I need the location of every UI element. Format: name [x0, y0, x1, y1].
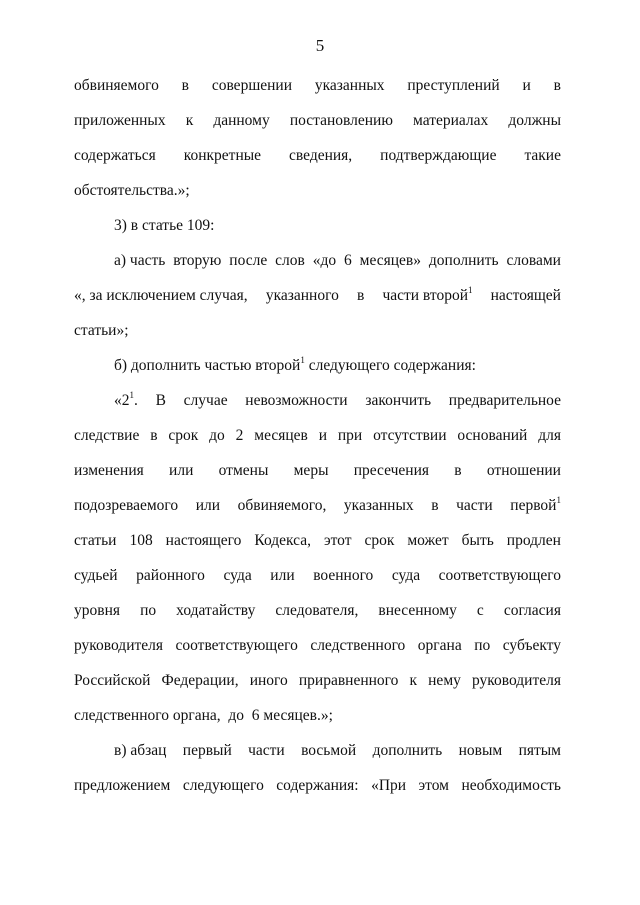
word — [290, 111, 393, 131]
word-text: части второй — [382, 287, 468, 304]
word-text: настоящего — [165, 532, 242, 549]
word-text: этот — [323, 532, 352, 549]
word — [301, 741, 356, 761]
word — [150, 426, 157, 446]
word-text: оснований — [457, 427, 528, 444]
word-text: 6 — [344, 252, 352, 269]
word — [114, 251, 165, 271]
word — [74, 566, 118, 586]
word-text: невозможности — [245, 392, 348, 409]
text-line — [74, 636, 561, 656]
word — [156, 391, 166, 411]
word-text: 2 — [235, 427, 244, 444]
word — [554, 76, 561, 96]
word-text: дополнить — [372, 742, 443, 759]
word — [184, 391, 228, 411]
word-text: а) часть — [114, 252, 166, 269]
word — [74, 601, 120, 621]
word — [418, 636, 462, 656]
word-text: части — [248, 742, 285, 759]
word — [507, 531, 561, 551]
text-line — [74, 776, 561, 796]
word — [254, 531, 311, 551]
word-text: закончить — [365, 392, 432, 409]
text-line — [74, 426, 561, 446]
text-line — [114, 251, 561, 271]
word-text: 108 — [129, 532, 153, 549]
word-text: «2 — [114, 392, 130, 409]
word — [224, 566, 252, 586]
word-text: такие — [524, 147, 561, 164]
word — [196, 496, 220, 516]
word — [508, 111, 561, 131]
word — [354, 461, 429, 481]
word — [238, 496, 327, 516]
line-text: 3) в статье 109: — [114, 217, 215, 234]
word-text: конкретные — [183, 147, 262, 164]
word-text: в — [181, 77, 189, 94]
word-text: военного — [313, 567, 374, 584]
word-text: предварительное — [448, 392, 561, 409]
word-text: соответствующего — [438, 567, 561, 584]
word-text: пресечения — [353, 462, 430, 479]
text-line — [74, 496, 561, 516]
word — [254, 426, 308, 446]
superscript: 1 — [300, 355, 305, 365]
word — [474, 636, 490, 656]
word — [294, 461, 329, 481]
word — [357, 286, 364, 306]
word — [431, 496, 438, 516]
word-text: следующего — [182, 777, 264, 794]
word — [487, 461, 561, 481]
word — [183, 776, 264, 796]
word-text: срок — [168, 427, 199, 444]
word — [173, 251, 221, 271]
word — [136, 566, 205, 586]
word-text: руководителя — [471, 672, 561, 689]
word — [519, 741, 561, 761]
word-text: субъекту — [502, 637, 561, 654]
word-text: подозреваемого — [74, 497, 179, 514]
word-text: органа — [417, 637, 462, 654]
word-text: уровня — [74, 602, 120, 619]
superscript-suffix: . — [134, 392, 138, 409]
word-text: пятым — [518, 742, 561, 759]
word — [270, 566, 294, 586]
word — [74, 496, 178, 516]
word-text: соответствующего — [175, 637, 298, 654]
word-text: Кодекса, — [254, 532, 311, 549]
text-line — [74, 181, 561, 201]
word — [392, 566, 420, 586]
word — [504, 601, 561, 621]
word — [276, 776, 358, 796]
word — [129, 531, 152, 551]
word — [461, 776, 561, 796]
word — [209, 426, 225, 446]
word-text: содержаться — [74, 147, 156, 164]
word-text: к — [409, 672, 418, 689]
text-line — [74, 146, 561, 166]
word — [338, 426, 362, 446]
word — [413, 111, 488, 131]
word-text: восьмой — [301, 742, 357, 759]
word-text: руководителя — [74, 637, 164, 654]
word — [114, 741, 166, 761]
word-text: по — [140, 602, 157, 619]
word — [472, 671, 561, 691]
word — [250, 671, 288, 691]
word — [538, 426, 561, 446]
word-text: случае — [183, 392, 228, 409]
word — [382, 286, 472, 306]
text-line — [114, 356, 561, 376]
word — [140, 601, 156, 621]
superscript: 1 — [556, 495, 561, 505]
word-text: приравненного — [298, 672, 399, 689]
word-text: слов — [275, 252, 305, 269]
word — [360, 251, 421, 271]
page-number: 5 — [315, 36, 325, 55]
word — [428, 671, 461, 691]
word — [457, 426, 527, 446]
word-text: первый — [182, 742, 232, 759]
word-text: должны — [508, 112, 561, 129]
word — [410, 671, 418, 691]
superscript: 1 — [129, 390, 134, 400]
word — [176, 636, 298, 656]
line-text: следующего содержания: — [304, 357, 476, 374]
word — [266, 286, 339, 306]
text-line — [114, 216, 561, 236]
word-text: для — [538, 427, 561, 444]
word-text: месяцев» — [359, 252, 421, 269]
text-line — [74, 76, 561, 96]
word — [289, 146, 352, 166]
word — [74, 146, 156, 166]
word — [506, 251, 560, 271]
word — [275, 601, 358, 621]
word — [313, 566, 373, 586]
word — [313, 251, 336, 271]
word-text: обвиняемого — [74, 77, 159, 94]
word-text: указанных — [343, 497, 414, 514]
word-text: постановлению — [289, 112, 393, 129]
word — [213, 111, 269, 131]
word-text: при — [337, 427, 363, 444]
word-text: быть — [461, 532, 494, 549]
word-text: в — [553, 77, 561, 94]
word-text: «, за исключением случая, — [74, 287, 248, 304]
word-text: части — [456, 497, 493, 514]
word-text: судьей — [74, 567, 118, 584]
word-text: вторую — [173, 252, 222, 269]
word-text: в — [454, 462, 462, 479]
word — [74, 426, 139, 446]
text-line — [74, 461, 561, 481]
word — [454, 461, 461, 481]
text-line — [114, 391, 561, 411]
word-text: «до — [312, 252, 337, 269]
word — [324, 531, 352, 551]
word-text: сведения, — [289, 147, 353, 164]
word — [449, 391, 561, 411]
word — [183, 741, 232, 761]
word-text: по — [474, 637, 491, 654]
word-text: «При — [371, 777, 407, 794]
word-text: подтверждающие — [380, 147, 497, 164]
line-text: б) дополнить частью второй — [114, 357, 301, 374]
word — [114, 391, 138, 411]
word — [364, 531, 394, 551]
word-text: суда — [391, 567, 421, 584]
word-text: словами — [506, 252, 561, 269]
word — [74, 531, 116, 551]
word-text: указанных — [314, 77, 385, 94]
word-text: Российской — [74, 672, 151, 689]
word-text: предложением — [74, 777, 171, 794]
line-text: следственного органа, до 6 месяцев.»; — [74, 707, 333, 724]
word-text: следователя, — [275, 602, 359, 619]
word-text: срок — [364, 532, 395, 549]
word — [419, 776, 450, 796]
word — [524, 146, 561, 166]
text-line — [74, 671, 561, 691]
superscript: 1 — [467, 285, 473, 295]
word-text: следствие — [74, 427, 140, 444]
word — [319, 426, 327, 446]
word-text: содержания: — [276, 777, 359, 794]
word-text: или — [195, 497, 221, 514]
word-text: с — [476, 602, 484, 619]
word-text: внесенному — [378, 602, 457, 619]
word — [74, 461, 144, 481]
word-text: может — [407, 532, 449, 549]
word-text: указанного — [265, 287, 339, 304]
word — [186, 111, 194, 131]
word-text: в — [356, 287, 365, 304]
word — [510, 496, 561, 516]
word-text: В — [155, 392, 166, 409]
word — [162, 671, 239, 691]
word-text: месяцев — [254, 427, 308, 444]
word — [236, 426, 244, 446]
word-text: после — [229, 252, 268, 269]
text-line — [74, 321, 561, 341]
word — [245, 391, 347, 411]
text-line — [74, 111, 561, 131]
word — [439, 566, 561, 586]
word — [407, 531, 448, 551]
word-text: районного — [136, 567, 205, 584]
word-text: и — [318, 427, 327, 444]
word-text: Федерации, — [161, 672, 239, 689]
word-text: новым — [458, 742, 503, 759]
word-text: отношении — [486, 462, 561, 479]
word — [371, 776, 406, 796]
word-text: ходатайству — [176, 602, 256, 619]
word — [184, 146, 261, 166]
text-line — [74, 706, 561, 726]
word-text: отмены — [218, 462, 269, 479]
word-text: преступлений — [407, 77, 500, 94]
word — [169, 461, 193, 481]
word — [212, 76, 292, 96]
word — [373, 741, 443, 761]
word-text: суда — [223, 567, 252, 584]
text-line — [114, 741, 561, 761]
word-text: меры — [293, 462, 329, 479]
word — [74, 76, 159, 96]
word — [310, 636, 405, 656]
word — [365, 391, 431, 411]
word-text: до — [209, 427, 225, 444]
word — [299, 671, 399, 691]
word — [275, 251, 305, 271]
line-text: обстоятельства.»; — [74, 182, 190, 199]
word — [477, 601, 484, 621]
word-text: первой — [510, 497, 557, 514]
word-text: статьи — [74, 532, 117, 549]
line-text: статьи»; — [74, 322, 129, 339]
word — [407, 76, 499, 96]
word-text: дополнить — [428, 252, 499, 269]
word — [74, 776, 170, 796]
word-text: отсутствии — [373, 427, 447, 444]
text-line — [74, 601, 561, 621]
text-line — [74, 566, 561, 586]
word — [344, 496, 414, 516]
word — [182, 76, 189, 96]
word-text: настоящей — [490, 287, 561, 304]
word — [378, 601, 456, 621]
word — [459, 741, 503, 761]
word — [74, 671, 150, 691]
word — [219, 461, 269, 481]
word — [380, 146, 496, 166]
word-text: иного — [249, 672, 288, 689]
word-text: совершении — [211, 77, 293, 94]
word-text: изменения — [74, 462, 144, 479]
word-text: продлен — [506, 532, 561, 549]
word-text: приложенных — [74, 112, 166, 129]
word — [456, 496, 493, 516]
word-text: и — [522, 77, 531, 94]
word-text: следственного — [310, 637, 406, 654]
word — [229, 251, 267, 271]
word — [523, 76, 531, 96]
word-text: в) абзац — [114, 742, 167, 759]
word — [491, 286, 561, 306]
word — [429, 251, 499, 271]
word-text: к — [185, 112, 194, 129]
word-text: данному — [213, 112, 270, 129]
word — [462, 531, 494, 551]
word-text: в — [150, 427, 158, 444]
word — [315, 76, 385, 96]
text-line — [74, 531, 561, 551]
word — [74, 111, 166, 131]
word — [248, 741, 285, 761]
word — [168, 426, 198, 446]
word — [74, 286, 248, 306]
word-text: необходимость — [461, 777, 561, 794]
word — [176, 601, 255, 621]
word-text: или — [169, 462, 194, 479]
word-text: материалах — [413, 112, 489, 129]
word — [344, 251, 352, 271]
word-text: или — [270, 567, 295, 584]
word-text: обвиняемого, — [237, 497, 327, 514]
word-text: этом — [418, 777, 449, 794]
word — [373, 426, 446, 446]
text-line — [74, 286, 561, 306]
word — [503, 636, 561, 656]
word-text: согласия — [503, 602, 561, 619]
word-text: нему — [428, 672, 461, 689]
word — [74, 636, 163, 656]
word-text: в — [431, 497, 439, 514]
word — [166, 531, 242, 551]
